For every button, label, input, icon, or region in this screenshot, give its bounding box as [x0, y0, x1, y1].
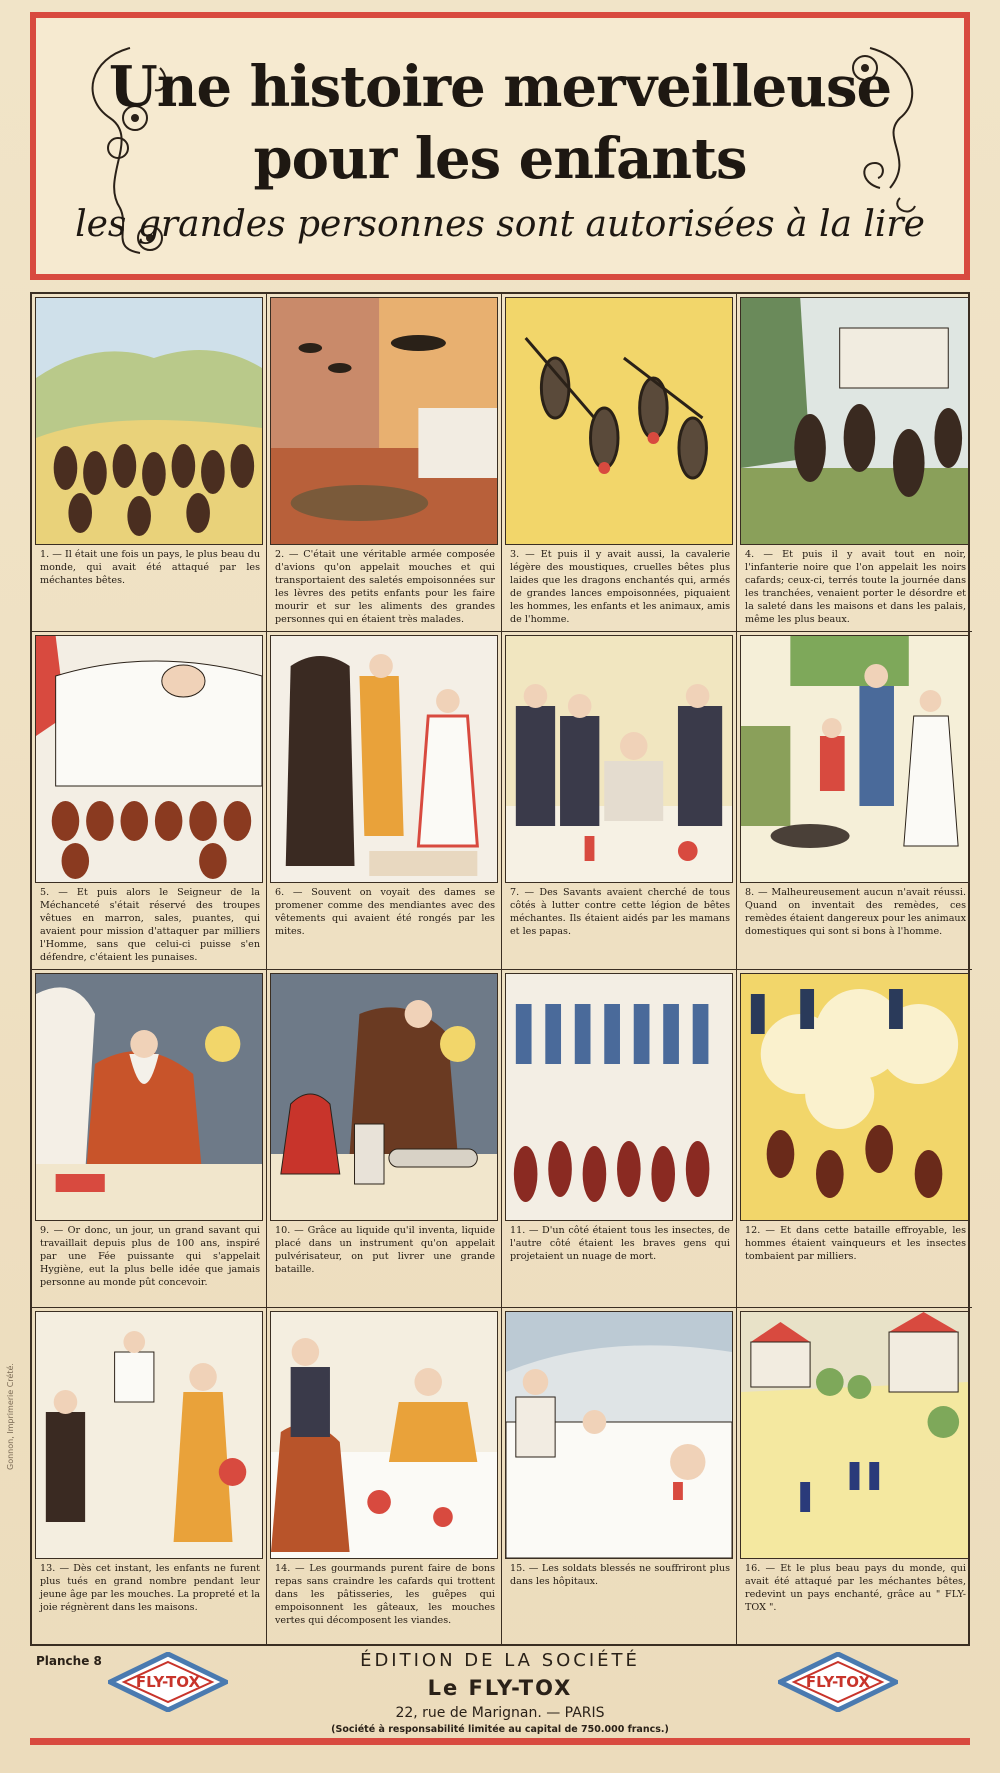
caption-8: 8. — Malheureusement aucun n'avait réussi. Quand on inventait des remèdes, ces remèdes étaient dangereux pour les animaux domestiques qui sont si bons à l'homme. [745, 887, 966, 937]
illustration-5 [35, 635, 263, 883]
panel-15 [502, 1308, 737, 1644]
illustration-15 [505, 1311, 733, 1559]
subtitle: les grandes personnes sont autorisées à la lire [75, 204, 925, 245]
caption-9: 9. — Or donc, un jour, un grand savant qui travaillait depuis plus de 100 ans, inspiré par une Fée puissante qui s'appelait Hygiène, eut la plus belle idée que jamais personne au monde pût concevoir. [40, 1225, 260, 1288]
caption-4: 4. — Et puis il y avait tout en noir, l'infanterie noire que l'on appelait les noirs cafards; ceux-ci, terrés toute la journée dans les tranchées, venaient porter le désordre et la saleté dans les maisons et dans les palais, même les plus beaux. [745, 549, 966, 625]
caption-7: 7. — Des Savants avaient cherché de tous côtés à lutter contre cette légion de bêtes méchantes. Ils étaient aidés par les mamans et les papas. [510, 887, 730, 937]
logo-text-left: FLY-TOX [135, 1673, 201, 1691]
illustration-9 [35, 973, 263, 1221]
panel-4 [737, 294, 972, 632]
panel-7 [502, 632, 737, 970]
logo-text-right: FLY-TOX [805, 1673, 871, 1691]
comic-grid [30, 292, 970, 1646]
fly-tox-logo-right [778, 1652, 898, 1712]
panel-10 [267, 970, 502, 1308]
illustration-11 [505, 973, 733, 1221]
plate-number: Planche 8 [36, 1654, 102, 1668]
edition-label: ÉDITION DE LA SOCIÉTÉ [360, 1650, 640, 1671]
panel-11 [502, 970, 737, 1308]
bottom-red-rule [30, 1738, 970, 1745]
title-line-2: pour les enfants [253, 126, 747, 192]
panel-1 [32, 294, 267, 632]
legal-notice: (Société à responsabilité limitée au capital de 750.000 francs.) [331, 1724, 669, 1735]
panel-16 [737, 1308, 972, 1644]
panel-2 [267, 294, 502, 632]
illustration-4 [740, 297, 969, 545]
printer-credit: Gonnon, Imprimerie Crété. [6, 1363, 15, 1470]
illustration-2 [270, 297, 498, 545]
caption-15: 15. — Les soldats blessés ne souffriront plus dans les hôpitaux. [510, 1563, 730, 1587]
caption-1: 1. — Il était une fois un pays, le plus beau du monde, qui avait été attaqué par les méchantes bêtes. [40, 549, 260, 586]
title-frame [30, 12, 970, 280]
caption-13: 13. — Dès cet instant, les enfants ne furent plus tués en grand nombre pendant leur jeune âge par les mouches. La propreté et la joie régnèrent dans les maisons. [40, 1563, 260, 1613]
illustration-14 [270, 1311, 498, 1559]
illustration-10 [270, 973, 498, 1221]
illustration-16 [740, 1311, 969, 1559]
panel-9 [32, 970, 267, 1308]
panel-6 [267, 632, 502, 970]
caption-14: 14. — Les gourmands purent faire de bons repas sans craindre les cafards qui trottent dans les pâtisseries, les guêpes qui empoisonnent les gâteaux, les mouches vertes qui décomposent les viandes. [275, 1563, 495, 1626]
illustration-6 [270, 635, 498, 883]
panel-3 [502, 294, 737, 632]
illustration-8 [740, 635, 969, 883]
caption-5: 5. — Et puis alors le Seigneur de la Méchanceté s'était réservé des troupes vêtues en marron, sales, puantes, qui avaient pour mission d'attaquer par milliers l'Homme, sans que celui-ci puisse s'en défendre, c'étaient les punaises. [40, 887, 260, 963]
panel-14 [267, 1308, 502, 1644]
caption-16: 16. — Et le plus beau pays du monde, qui avait été attaqué par les méchantes bêtes, redevint un pays enchanté, grâce au " FLY-TOX ". [745, 1563, 966, 1613]
company-name: Le FLY-TOX [427, 1676, 573, 1700]
illustration-1 [35, 297, 263, 545]
caption-6: 6. — Souvent on voyait des dames se promener comme des mendiantes avec des vêtements qui avaient été rongés par les mites. [275, 887, 495, 937]
panel-13 [32, 1308, 267, 1644]
panel-5 [32, 632, 267, 970]
caption-3: 3. — Et puis il y avait aussi, la cavalerie légère des moustiques, cruelles bêtes plus laides que les dragons enchantés qui, armés de grandes lances empoisonnées, piquaient les hommes, les enfants et les animaux, amis de l'homme. [510, 549, 730, 625]
panel-8 [737, 632, 972, 970]
illustration-7 [505, 635, 733, 883]
illustration-13 [35, 1311, 263, 1559]
illustration-3 [505, 297, 733, 545]
caption-12: 12. — Et dans cette bataille effroyable, les hommes étaient vainqueurs et les insectes tombaient par milliers. [745, 1225, 966, 1262]
title-line-1: Une histoire merveilleuse [108, 54, 892, 120]
company-address: 22, rue de Marignan. — PARIS [395, 1705, 605, 1721]
caption-10: 10. — Grâce au liquide qu'il inventa, liquide placé dans un instrument qu'on appelait pulvérisateur, on put livrer une grande bataille. [275, 1225, 495, 1275]
caption-2: 2. — C'était une véritable armée composée d'avions qu'on appelait mouches et qui transportaient des saletés empoisonnées sur les lèvres des petits enfants pour les faire mourir et sur les aliments des grandes personnes qui en étaient très malades. [275, 549, 495, 625]
caption-11: 11. — D'un côté étaient tous les insectes, de l'autre côté étaient les braves gens qui projetaient un nuage de mort. [510, 1225, 730, 1262]
illustration-12 [740, 973, 969, 1221]
panel-12 [737, 970, 972, 1308]
